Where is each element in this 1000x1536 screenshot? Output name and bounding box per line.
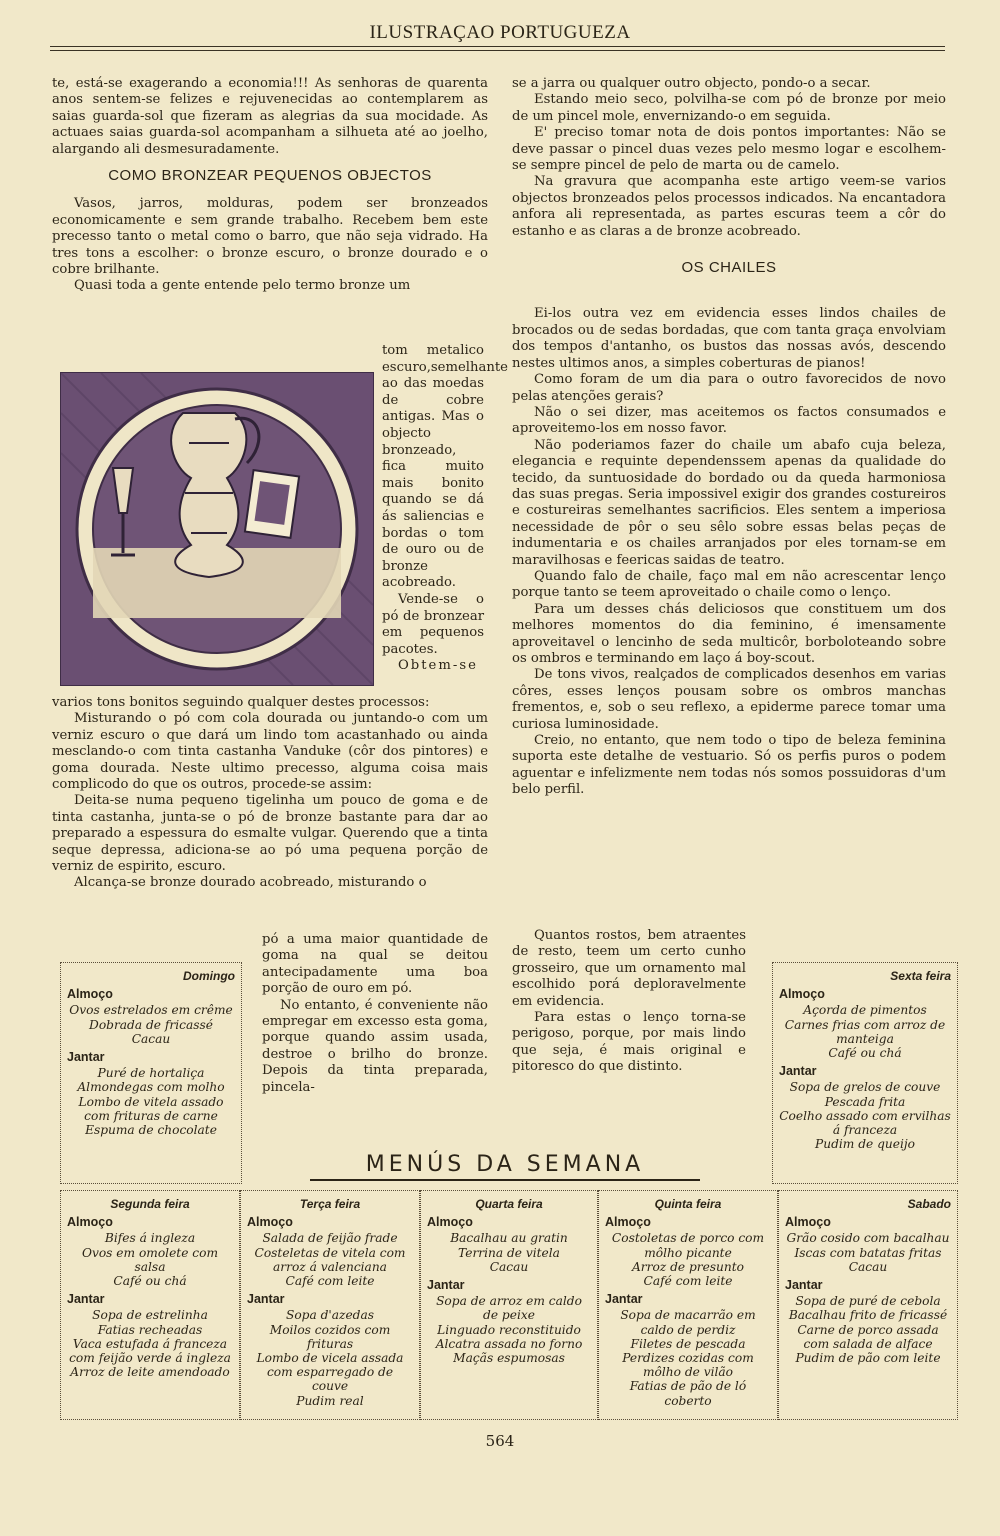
right-paragraph-4: Na gravura que acompanha este artigo veem-se varios objectos bronzeados pelos processos indicados. Na encantadora anfora ali representada, as partes escuras teem a côr do estanho e as claras a de bronze acobreado. bbox=[512, 174, 946, 239]
menu-quinta bbox=[598, 1190, 778, 1420]
menu-item: Costoletas de porco com môlho picante bbox=[611, 1231, 765, 1260]
menu-item: Cacau bbox=[848, 1259, 888, 1274]
menu-item: Pescada frita bbox=[824, 1094, 906, 1109]
page-number: 564 bbox=[485, 1432, 515, 1450]
bronze-paragraph-1: Vasos, jarros, molduras, podem ser bronzeados economicamente e sem grande trabalho. Recebem bem este precesso tanto o metal como o barro, que não seja vidrado. Ha tres tons a escolher: o bronze escuro, o bronze dourado e o cobre brilhante. bbox=[52, 196, 488, 278]
menu-item: Bifes á ingleza bbox=[104, 1231, 196, 1246]
right-paragraph-3: E' preciso tomar nota de dois pontos importantes: Não se deve passar o pincel duas vezes pelo mesmo logar e escolhem-se sempre pincel de pelo de marta ou de camelo. bbox=[512, 125, 946, 174]
menu-item: Café ou chá bbox=[113, 1274, 187, 1289]
chailes-paragraph-1: Ei-los outra vez em evidencia esses lindos chailes de brocados ou de sedas bordadas, que com tanta graça envolviam dos tempos d'antanho, os bustos das nossas avós, descendo nestes ultimos anos, a simples coberturas de pianos! bbox=[512, 306, 946, 371]
menu-item: Grão cosido com bacalhau bbox=[786, 1231, 950, 1246]
menu-item: Café com leite bbox=[285, 1274, 375, 1289]
chailes-paragraph-6: Para um desses chás deliciosos que constituem um dos melhores momentos do dia feminino, é imensamente aproveitavel o lencinho de seda multicôr, borboloteando sobre os ombros e terminando em laço á boy-scout. bbox=[512, 601, 946, 666]
lunch-label: Almoço bbox=[785, 1215, 831, 1230]
beside-illus-text: tom metalico escuro,semelhante ao das moedas de cobre antigas. Mas o objecto bronzeado, fica muito mais bonito quando se dá ás saliencias e bordas o tom de ouro ou de bronze acobreado. bbox=[382, 343, 508, 591]
masthead-title: ILUSTRAÇAO PORTUGUEZA bbox=[369, 22, 631, 43]
menu-item: Coelho assado com ervilhas á franceza bbox=[779, 1108, 951, 1138]
menu-domingo bbox=[60, 962, 242, 1184]
menu-item: Arroz de presunto bbox=[631, 1259, 744, 1274]
menu-item: Terrina de vitela bbox=[458, 1245, 560, 1260]
menu-item: Fatias recheadas bbox=[97, 1322, 203, 1337]
dinner-label: Jantar bbox=[785, 1278, 823, 1293]
menu-item: Pudim real bbox=[296, 1393, 364, 1408]
chailes-paragraph-2: Como foram de um dia para o outro favorecidos de novo pelas atenções gerais? bbox=[512, 372, 946, 404]
chailes-paragraph-4: Não poderiamos fazer do chaile um abafo cuja beleza, elegancia e requinte dependenssem apenas da qualidade do tecido, da suntuosidade do bordado ou da queda harmoniosa das suas pregas. Seria impossivel exigir dos grandes costureiros e costureiras semelhantes sacrificios. Eles sentem a imperiosa necessidade de pôr o seu sêlo sobre essas belas peças de indumentaria e os chailes arranjados por eles tornam-se em maravilhosas e feericas saidas de teatro. bbox=[512, 437, 946, 568]
menu-item: Linguado reconstituido bbox=[437, 1322, 581, 1337]
menu-item: Cacau bbox=[489, 1259, 529, 1274]
menu-terca bbox=[240, 1190, 420, 1420]
chailes-paragraph-7: De tons vivos, realçados de complicados desenhos em varias côres, esses lenços pousam sobre os ombros manchas frementos, e, sob o seu reflexo, a epiderme parece tomar uma curiosa luminosidade. bbox=[512, 667, 946, 732]
menu-item: Café ou chá bbox=[828, 1046, 902, 1061]
left-column-bottom bbox=[262, 932, 488, 1096]
illustration-drawing bbox=[61, 373, 373, 685]
intro-paragraph: te, está-se exagerando a economia!!! As senhoras de quarenta anos sentem-se felizes e rejuvenecidas ao contemplarem as saias guarda-sol que fizeram as alegrias da sua mocidade. As actuaes saias guarda-sol acompanham a silhueta até ao joelho, alargando ali desmesuradamente. bbox=[52, 76, 488, 157]
dinner-label: Jantar bbox=[779, 1064, 817, 1079]
menu-item: Sopa de arroz em caldo de peixe bbox=[436, 1294, 582, 1323]
menu-item: Bacalhau frito de fricassé bbox=[788, 1308, 948, 1323]
text-beside-illustration bbox=[382, 343, 508, 675]
dinner-label: Jantar bbox=[427, 1278, 465, 1293]
menu-item: Sopa d'azedas bbox=[285, 1308, 374, 1323]
varios-paragraph: varios tons bonitos seguindo qualquer destes processos: bbox=[52, 695, 430, 710]
dinner-label: Jantar bbox=[247, 1292, 285, 1307]
menu-item: Açorda de pimentos bbox=[803, 1003, 927, 1018]
menu-item: Salada de feijão frade bbox=[262, 1231, 398, 1246]
menu-item: Arroz de leite amendoado bbox=[70, 1365, 230, 1380]
right-column-bottom bbox=[512, 928, 746, 1076]
day-label: Segunda feira bbox=[110, 1197, 190, 1211]
day-label: Domingo bbox=[183, 969, 235, 983]
day-label: Sexta feira bbox=[890, 969, 951, 983]
day-label: Sabado bbox=[907, 1197, 951, 1211]
menu-quarta bbox=[420, 1190, 598, 1420]
right-column-top bbox=[512, 76, 946, 799]
lunch-label: Almoço bbox=[779, 987, 825, 1002]
menu-item: Cacau bbox=[131, 1031, 171, 1046]
menu-item: Fatias de pão de ló coberto bbox=[629, 1379, 747, 1408]
vende-paragraph: Vende-se o pó de bronzear em pequenos pacotes. bbox=[382, 591, 484, 657]
menu-item: Pudim de pão com leite bbox=[795, 1351, 941, 1366]
menu-sexta bbox=[772, 962, 958, 1184]
menu-item: Café com leite bbox=[643, 1274, 733, 1289]
menu-item: Puré de hortaliça bbox=[97, 1066, 205, 1081]
bronze-paragraph-5-rest: pó a uma maior quantidade de goma na qual se deitou antecipadamente uma boa porção de ouro em pó. bbox=[262, 932, 488, 997]
chailes-paragraph-3: Não o sei dizer, mas aceitemos os factos consumados e aproveitemo-los em nosso favor. bbox=[512, 404, 946, 437]
menu-item: Lombo de vitela assado com frituras de carne bbox=[78, 1094, 224, 1123]
menu-item: Sopa de macarrão em caldo de perdiz bbox=[620, 1308, 756, 1337]
menu-item: Lombo de vicela assada com esparregado de couve bbox=[256, 1351, 404, 1394]
day-label: Quarta feira bbox=[475, 1197, 543, 1211]
lunch-label: Almoço bbox=[67, 987, 113, 1002]
menu-item: Perdizes cozidas com môlho de vilão bbox=[622, 1351, 754, 1380]
menu-item: Pudim de queijo bbox=[815, 1137, 915, 1152]
menu-item: Moilos cozidos com frituras bbox=[269, 1322, 391, 1351]
menu-item: Iscas com batatas fritas bbox=[794, 1245, 942, 1260]
menu-sabado bbox=[778, 1190, 958, 1420]
bronze-paragraph-6: No entanto, é conveniente não empregar em excesso esta goma, porque quando assim usada, destroe o brilho do bronze. Depois da tinta preparada, pincela- bbox=[262, 997, 488, 1095]
lunch-label: Almoço bbox=[427, 1215, 473, 1230]
lunch-label: Almoço bbox=[605, 1215, 651, 1230]
menu-item: Alcatra assada no forno bbox=[435, 1336, 583, 1351]
left-column-middle bbox=[52, 695, 488, 892]
chailes-paragraph-9: Quantos rostos, bem atraentes de resto, teem um certo cunho grosseiro, que um ornamento mal escolhido porá deploravelmente em evidencia. bbox=[512, 928, 746, 1009]
dinner-label: Jantar bbox=[67, 1050, 105, 1065]
bronze-paragraph-4: Deita-se numa pequeno tigelinha um pouco de goma e de tinta castanha, junta-se o pó de bronze bastante para dar ao preparado a espessura do esmalte vulgar. Querendo que a tinta seque depressa, adiciona-se ao pó uma pequena porção de verniz de espirito, escuro. bbox=[52, 793, 488, 875]
chailes-paragraph-8: Creio, no entanto, que nem todo o tipo de beleza feminina suporta este detalhe de vestuario. Só os perfis puros o podem aguentar e infelizmente nem todas nós somos possuidoras d'um belo perfil. bbox=[512, 733, 946, 798]
right-paragraph-1: se a jarra ou qualquer outro objecto, pondo-o a secar. bbox=[512, 76, 871, 91]
menu-segunda bbox=[60, 1190, 240, 1420]
menu-item: Sopa de grelos de couve bbox=[789, 1080, 941, 1095]
heading-bronzear: COMO BRONZEAR PEQUENOS OBJECTOS bbox=[108, 167, 432, 185]
chailes-paragraph-5: Quando falo de chaile, faço mal em não acrescentar lenço porque tanto se teem aproveitado o chaile como o lenço. bbox=[512, 568, 946, 601]
menu-item: Sopa de puré de cebola bbox=[795, 1294, 941, 1309]
menu-item: Filetes de pescada bbox=[630, 1336, 746, 1351]
bronze-paragraph-2-start: Quasi toda a gente entende pelo termo bronze um bbox=[74, 278, 411, 294]
menu-item: Carnes frias com arroz de manteiga bbox=[784, 1017, 946, 1046]
chailes-paragraph-10: Para estas o lenço torna-se perigoso, porque, por mais lindo que seja, é mais original e pitoresco do que distinto. bbox=[512, 1010, 746, 1075]
dinner-label: Jantar bbox=[67, 1292, 105, 1307]
menu-item: Bacalhau au gratin bbox=[450, 1231, 568, 1246]
menu-item: Dobrada de fricassé bbox=[89, 1017, 213, 1032]
menu-item: Carne de porco assada com salada de alface bbox=[797, 1322, 939, 1351]
menu-item: Maçãs espumosas bbox=[453, 1351, 565, 1366]
menu-item: Espuma de chocolate bbox=[85, 1123, 217, 1138]
menu-item: Ovos em omolete com salsa bbox=[81, 1245, 219, 1274]
bronze-objects-illustration bbox=[60, 372, 374, 686]
day-label: Terça feira bbox=[299, 1197, 361, 1211]
menus-title: MENÚS DA SEMANA bbox=[310, 1152, 700, 1181]
menu-item: Vaca estufada á franceza com feijão verde á ingleza bbox=[69, 1336, 231, 1366]
heading-chailes: OS CHAILES bbox=[681, 259, 777, 277]
left-column-top bbox=[52, 76, 488, 295]
dinner-label: Jantar bbox=[605, 1292, 643, 1307]
day-label: Quinta feira bbox=[654, 1197, 722, 1211]
bronze-paragraph-5-start: Alcança-se bronze dourado acobreado, misturando o bbox=[74, 875, 427, 891]
lunch-label: Almoço bbox=[67, 1215, 113, 1230]
lunch-label: Almoço bbox=[247, 1215, 293, 1230]
menu-item: Costeletas de vitela com arroz á valenciana bbox=[254, 1245, 406, 1274]
menu-item: Sopa de estrelinha bbox=[92, 1308, 208, 1323]
menu-item: Almondegas com molho bbox=[77, 1080, 225, 1095]
menu-item: Ovos estrelados em crême bbox=[69, 1003, 233, 1018]
right-paragraph-2: Estando meio seco, polvilha-se com pó de bronze por meio de um pincel mole, envernizando-o em seguida. bbox=[512, 92, 946, 124]
header-rule bbox=[50, 46, 945, 51]
bronze-paragraph-3: Misturando o pó com cola dourada ou juntando-o com um verniz escuro o que dará um lindo tom acastanhado ou ainda mesclando-o com tinta castanha Vanduke (côr dos pintores) e goma dourada. Neste ultimo precesso, alguma coisa mais complicodo do que os outros, procede-se assim: bbox=[52, 711, 488, 793]
obtem-text: Obtem-se bbox=[398, 658, 478, 674]
